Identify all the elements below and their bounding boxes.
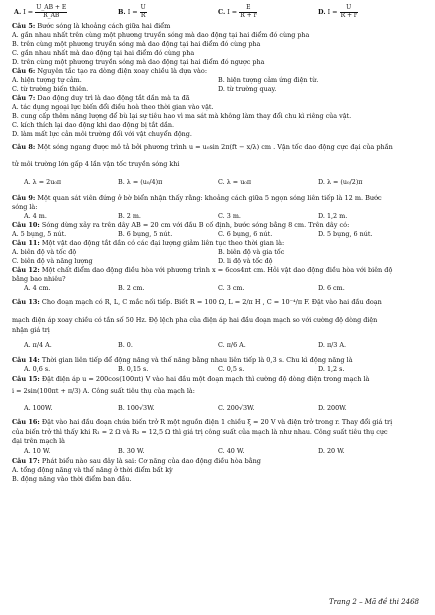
q8-option-d: D. λ = (u₀/2)π — [318, 178, 363, 186]
question-12-cont: bằng bao nhiêu? — [12, 275, 66, 283]
q11-option-b: B. biên độ và gia tốc — [218, 248, 285, 256]
q13-option-a: A. π/4 A. — [24, 341, 52, 349]
q16-option-d: D. 20 W. — [318, 447, 345, 455]
q7-option-d: D. làm mất lực cản môi trường đối với vật chuyển động. — [12, 130, 192, 138]
q12-option-d: D. 6 cm. — [318, 284, 345, 292]
q12-option-a: A. 4 cm. — [24, 284, 51, 292]
q11-option-a: A. biên độ và tốc độ — [12, 248, 77, 256]
question-9: Câu 9: Một quan sát viên đứng ở bờ biển nhận thấy rằng: khoảng cách giữa 5 ngọn sóng liên tiếp là 12 m. Bước — [12, 194, 382, 202]
q16-option-c: C. 40 W. — [218, 447, 245, 455]
q6-option-a: A. hiện tượng tự cảm. — [12, 76, 82, 84]
q5-option-a: A. gần nhau nhất trên cùng một phương truyền sóng mà dao động tại hai điểm đó cùng pha — [12, 31, 310, 39]
q5-option-d: D. trên cùng một phương truyền sóng mà dao động tại hai điểm đó ngược pha — [12, 58, 265, 66]
q14-option-c: C. 0,5 s. — [218, 365, 245, 373]
q9-option-d: D. 1,2 m. — [318, 212, 348, 220]
q15-option-a: A. 100W. — [24, 404, 53, 412]
q11-option-d: D. li độ và tốc độ — [218, 257, 273, 265]
q11-option-c: C. biên độ và năng lượng — [12, 257, 93, 265]
page-footer: Trang 2 – Mã đề thi 2468 — [329, 598, 419, 606]
q17-option-b: B. động năng vào thời điểm ban đầu. — [12, 475, 132, 483]
q7-option-c: C. kích thích lại dao động khi dao động bị tắt dần. — [12, 121, 175, 129]
question-15: Câu 15: Đặt điện áp u = 200cos(100πt) V vào hai đầu một đoạn mạch thì cường độ dòng điện trong mạch là — [12, 375, 370, 383]
q6-option-c: C. từ trường biến thiên. — [12, 85, 89, 93]
formula-option-c: C. I = $\frac{E}{R + r}$ — [218, 4, 257, 19]
q9-option-c: C. 3 m. — [218, 212, 241, 220]
q16-option-a: A. 10 W. — [24, 447, 51, 455]
question-10: Câu 10: Sóng dừng xảy ra trên dây AB = 20 cm với đầu B cố định, bước sóng bằng 8 cm. Trên dây có: — [12, 221, 350, 229]
question-8: Câu 8: Một sóng ngang được mô tả bởi phương trình u = u₀sin 2π(ft − x/λ) cm . Vận tốc dao động cực đại của phần — [12, 143, 393, 151]
q15-option-c: C. 200√3W. — [218, 404, 255, 412]
formula-option-a: A. I = $\frac{U\_AB + E}{R\_AB}$ — [14, 4, 67, 19]
question-16-cont: của biến trở thì thấy khi R₁ = 2 Ω và R₂ = 12,5 Ω thì giá trị công suất của mạch là như nhau. Công suất tiêu thụ cực — [12, 428, 388, 436]
question-15-cont: i = 2sin(100πt + π/3) A. Công suất tiêu thụ của mạch là: — [12, 387, 195, 395]
question-5: Câu 5: Bước sóng là khoảng cách giữa hai điểm — [12, 22, 171, 30]
q10-option-d: D. 5 bụng, 6 nút. — [318, 230, 373, 238]
q13-option-b: B. 0. — [118, 341, 133, 349]
question-12: Câu 12: Một chất điểm dao động điều hòa với phương trình x = 6cos4πt cm. Hỏi vật dao động điều hòa với biên độ — [12, 266, 393, 274]
q10-option-b: B. 6 bụng, 5 nút. — [118, 230, 173, 238]
q5-option-c: C. gần nhau nhất mà dao động tại hai điểm đó cùng pha — [12, 49, 195, 57]
question-13-cont: mạch điện áp xoay chiều có tần số 50 Hz. Độ lệch pha của điện áp hai đầu đoạn mạch so với cường độ dòng điện — [12, 316, 378, 324]
formula-option-b: B. I = $\frac{U}{R}$ — [118, 4, 146, 19]
q13-option-d: D. π/3 A. — [318, 341, 347, 349]
q8-option-a: A. λ = 2u₀π — [24, 178, 62, 186]
q5-option-b: B. trên cùng một phương truyền sóng mà dao động tại hai điểm đó cùng pha — [12, 40, 261, 48]
q7-option-b: B. cung cấp thêm năng lượng để bù lại sự tiêu hao vì ma sát mà không làm thay đổi chu kì riêng của vật. — [12, 112, 352, 120]
q12-option-b: B. 2 cm. — [118, 284, 145, 292]
q10-option-a: A. 5 bụng, 5 nút. — [12, 230, 67, 238]
question-16: Câu 16: Đặt vào hai đầu đoạn chứa biến trở R một nguồn điện 1 chiều ξ = 20 V và điện trở trong r. Thay đổi giá trị — [12, 418, 393, 426]
q14-option-a: A. 0,6 s. — [24, 365, 51, 373]
q15-option-b: B. 100√3W. — [118, 404, 155, 412]
formula-option-d: D. I = $\frac{U}{R + r}$ — [318, 4, 357, 19]
question-8-cont: tử môi trường lớn gấp 4 lần vận tốc truyền sóng khi — [12, 160, 180, 168]
question-11: Câu 11: Một vật dao động tắt dần có các đại lượng giảm liên tục theo thời gian là: — [12, 239, 285, 247]
question-16-cont2: đại trên mạch là — [12, 437, 65, 445]
q8-option-c: C. λ = u₀π — [218, 178, 252, 186]
q15-option-d: D. 200W. — [318, 404, 347, 412]
question-7: Câu 7: Dao động duy trì là dao động tắt dần mà ta đã — [12, 94, 190, 102]
q6-option-d: D. từ trường quay. — [218, 85, 277, 93]
q9-option-b: B. 2 m. — [118, 212, 141, 220]
q7-option-a: A. tác dụng ngoại lực biến đổi điều hoà theo thời gian vào vật. — [12, 103, 214, 111]
q14-option-d: D. 1,2 s. — [318, 365, 345, 373]
q16-option-b: B. 30 W. — [118, 447, 145, 455]
q8-option-b: B. λ = (u₀/4)π — [118, 178, 163, 186]
q14-option-b: B. 0,15 s. — [118, 365, 149, 373]
question-14: Câu 14: Thời gian liên tiếp để động năng và thế năng bằng nhau liên tiếp là 0,3 s. Chu kì động năng là — [12, 356, 353, 364]
q17-option-a: A. tổng động năng và thế năng ở thời điểm bất kỳ — [12, 466, 173, 474]
question-9-cont: sóng là: — [12, 203, 38, 211]
q12-option-c: C. 3 cm. — [218, 284, 245, 292]
question-6: Câu 6: Nguyên tắc tạo ra dòng điện xoay chiều là dựa vào: — [12, 67, 208, 75]
question-13-cont2: nhận giá trị — [12, 326, 50, 334]
q10-option-c: C. 6 bụng, 6 nút. — [218, 230, 273, 238]
q13-option-c: C. π/6 A. — [218, 341, 246, 349]
q9-option-a: A. 4 m. — [24, 212, 47, 220]
question-13: Câu 13: Cho đoạn mạch có R, L, C mắc nối tiếp. Biết R = 100 Ω, L = 2/π H , C = 10⁻⁴/π F. Đặt vào hai đầu đoạn — [12, 298, 382, 306]
q6-option-b: B. hiện tượng cảm ứng điện từ. — [218, 76, 319, 84]
question-17: Câu 17: Phát biểu nào sau đây là sai: Cơ năng của dao động điều hòa bằng — [12, 457, 261, 465]
